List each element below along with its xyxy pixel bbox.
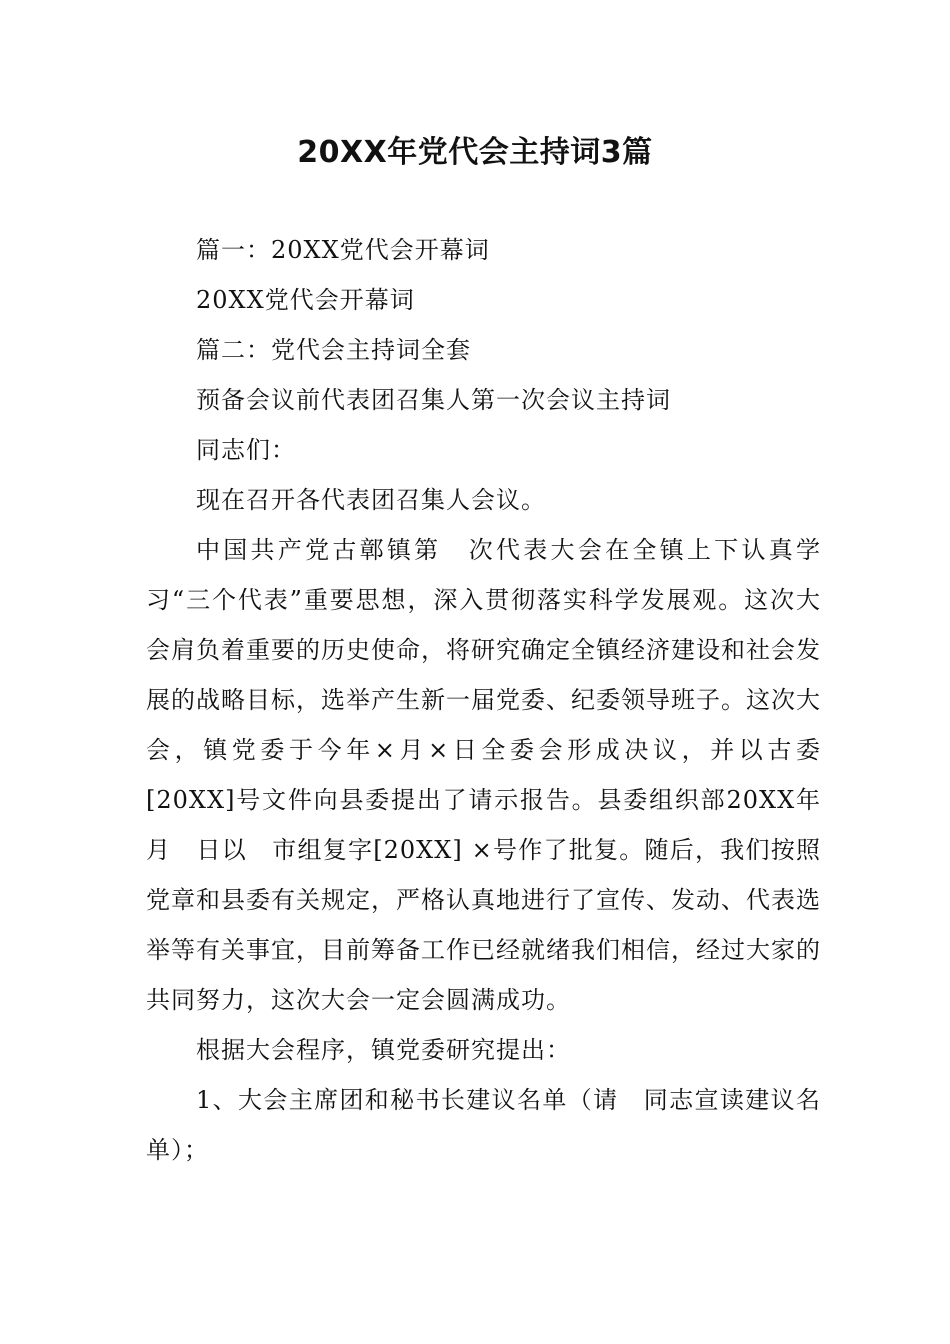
paragraph-1: 篇一：20XX党代会开幕词 [196, 236, 490, 264]
paragraph-2: 20XX党代会开幕词 [196, 286, 415, 314]
document-body [146, 225, 846, 1175]
paragraph-7: 中国共产党古鄣镇第 次代表大会在全镇上下认真学习“三个代表”重要思想，深入贯彻落实科学发展观。这次大会肩负着重要的历史使命，将研究确定全镇经济建设和社会发展的战略目标，选举产生新一届党委、纪委领导班子。这次大会，镇党委于今年×月×日全委会形成决议，并以古委[20XX]号文件向县委提出了请示报告。县委组织部20XX年 月 日以 市组复字[20XX] ×号作了批复。随后，我们按照党章和县委有关规定，严格认真地进行了宣传、发动、代表选举等有关事宜，目前筹备工作已经就绪我们相信，经过大家的共同努力，这次大会一定会圆满成功。 [146, 536, 846, 1014]
paragraph-5: 同志们： [196, 436, 296, 464]
paragraph-4: 预备会议前代表团召集人第一次会议主持词 [196, 386, 671, 414]
paragraph-8: 根据大会程序，镇党委研究提出： [196, 1036, 571, 1064]
paragraph-6: 现在召开各代表团召集人会议。 [196, 486, 546, 514]
paragraph-3: 篇二：党代会主持词全套 [196, 336, 471, 364]
paragraph-9: 1、大会主席团和秘书长建议名单（请 同志宣读建议名单）； [146, 1086, 821, 1164]
document-title: 20XX年党代会主持词3篇 [297, 135, 653, 170]
